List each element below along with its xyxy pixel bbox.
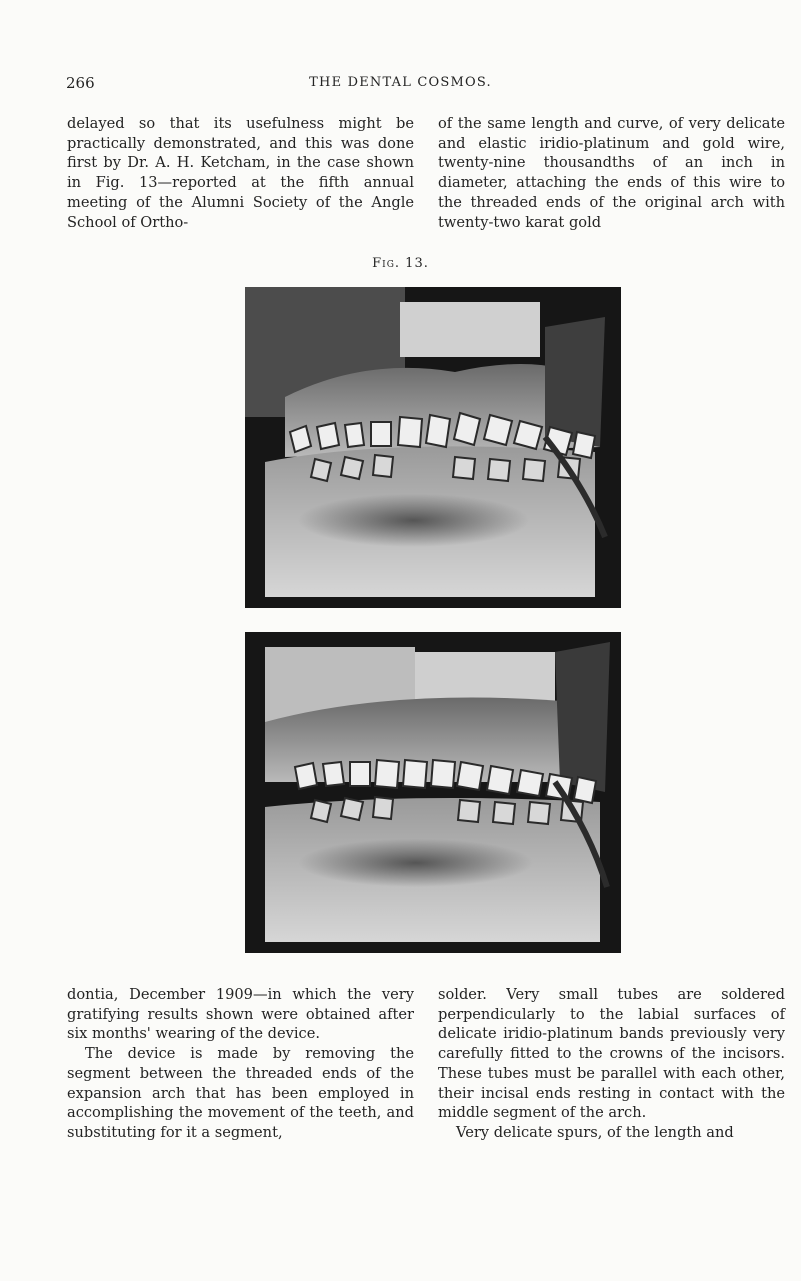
column-bottom-right	[438, 985, 785, 1143]
dental-cast-photo-bottom	[245, 632, 621, 953]
figure-caption	[0, 256, 801, 271]
column-top-right	[438, 114, 785, 232]
dental-cast-photo-top	[245, 287, 621, 608]
page-number: 266	[66, 74, 95, 92]
running-head: THE DENTAL COSMOS.	[309, 75, 492, 90]
column-bottom-left	[67, 985, 414, 1143]
paragraph: dontia, December 1909—in which the very gratifying results shown were obtained after six months' wearing of the device.	[67, 986, 414, 1043]
paragraph: solder. Very small tubes are soldered perpendicularly to the labial surfaces of delicate iridio-platinum bands previously very carefully fitted to the crowns of the incisors. These tubes must be parallel with each other, their incisal ends resting in contact with the middle segment of the arch.	[438, 986, 785, 1122]
paragraph: Very delicate spurs, of the length and	[456, 1123, 734, 1141]
column-top-left	[67, 114, 414, 232]
paragraph: delayed so that its usefulness might be practically demonstrated, and this was done first by Dr. A. H. Ketcham, in the case shown in Fig. 13—reported at the fifth annual meeting of the Alumni Society of the Angle School of Ortho-	[67, 115, 414, 231]
paragraph: of the same length and curve, of very delicate and elastic iridio-platinum and gold wire, twenty-nine thousandths of an inch in diameter, attaching the ends of this wire to the threaded ends of the original arch with twenty-two karat gold	[438, 115, 785, 231]
page-header	[0, 74, 801, 94]
figure-caption-text: Fig. 13.	[372, 256, 429, 271]
paragraph: The device is made by removing the segment between the threaded ends of the expansion arch that has been employed in accomplishing the movement of the teeth, and substituting for it a segment,	[67, 1045, 414, 1141]
